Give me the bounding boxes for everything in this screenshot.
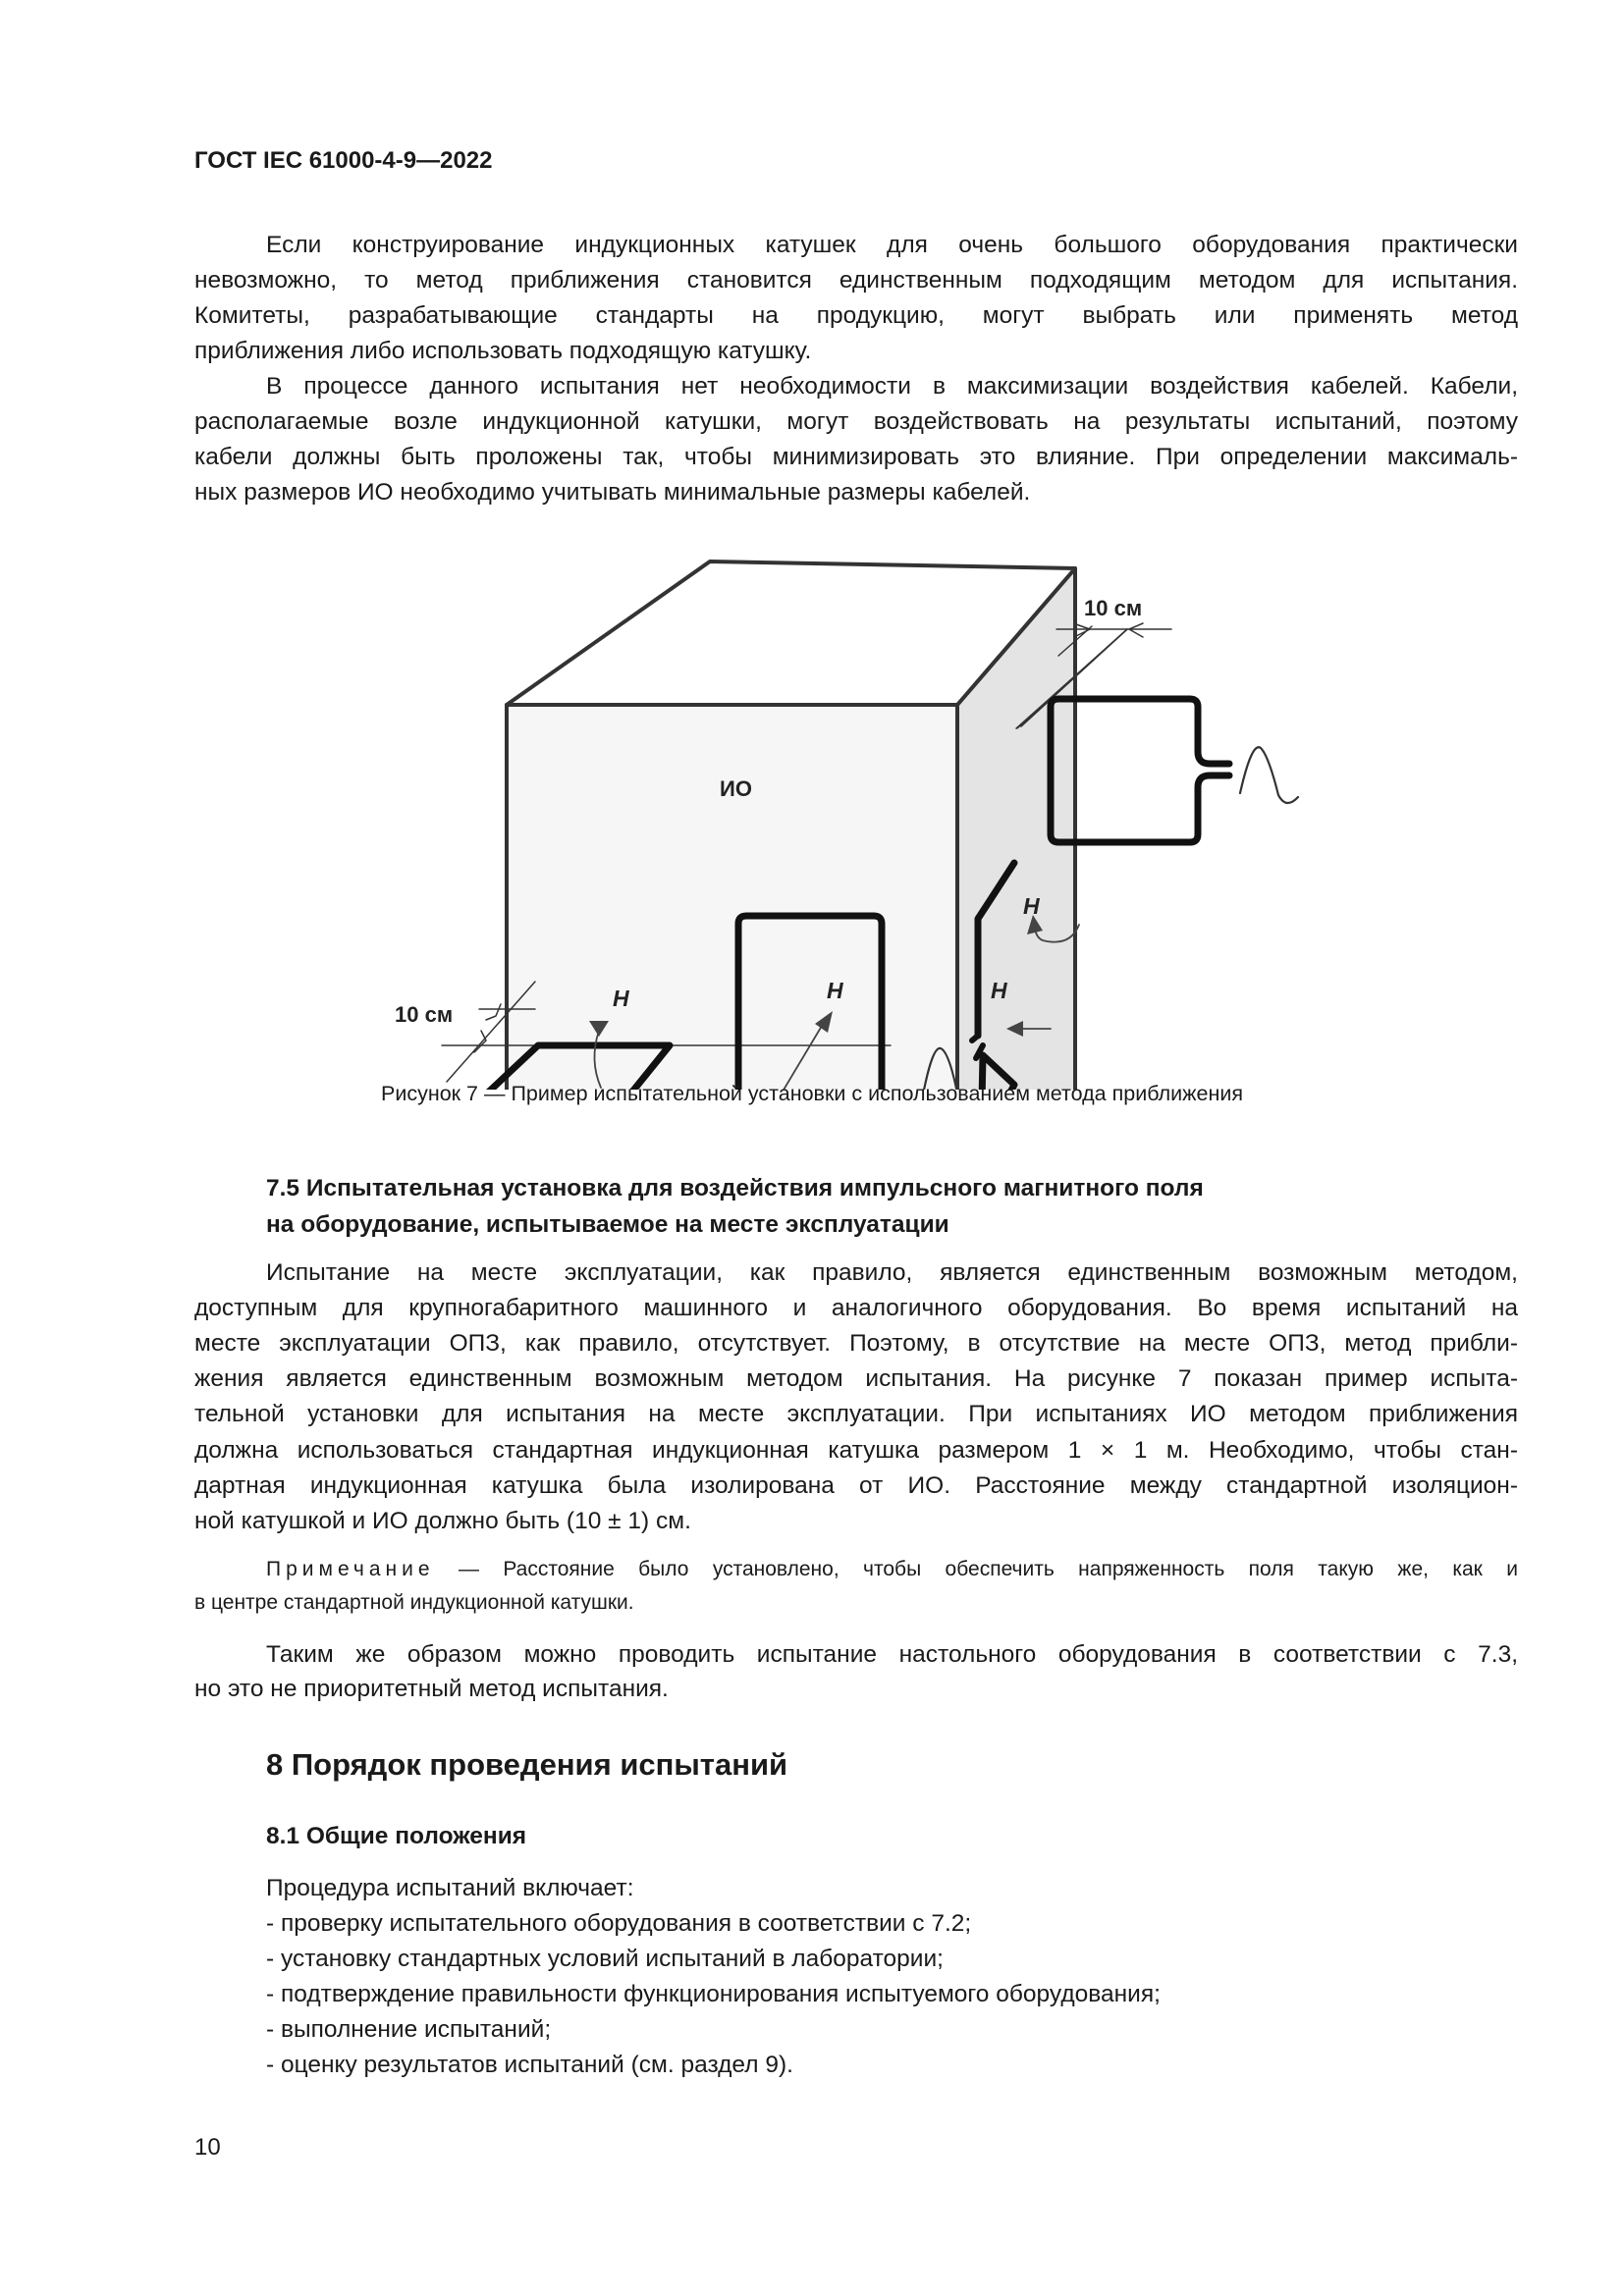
- list-item: - выполнение испытаний;: [266, 2016, 552, 2043]
- list-intro: Процедура испытаний включает:: [266, 1875, 634, 1901]
- paragraph-line: доступным для крупногабаритного машинного и аналогичного оборудования. Во время испытаний на: [194, 1295, 1518, 1322]
- field-label: H: [827, 978, 843, 1003]
- eut-label: ИО: [720, 776, 752, 801]
- paragraph-line: приближения либо использовать подходящую катушку.: [194, 338, 812, 364]
- paragraph-line: месте эксплуатации ОПЗ, как правило, отсутствует. Поэтому, в отсутствие на месте ОПЗ, метод прибли-: [194, 1330, 1518, 1358]
- paragraph-line: ных размеров ИО необходимо учитывать минимальные размеры кабелей.: [194, 479, 1031, 506]
- paragraph-line: тельной установки для испытания на месте эксплуатации. При испытаниях ИО методом приближения: [194, 1401, 1518, 1428]
- list-item: - проверку испытательного оборудования в соответствии с 7.2;: [266, 1910, 972, 1937]
- note-line: [266, 1552, 1518, 1587]
- field-label: H: [613, 986, 629, 1011]
- paragraph-line: Если конструирование индукционных катушек для очень большого оборудования практически: [266, 232, 1518, 258]
- paragraph-line: но это не приоритетный метод испытания.: [194, 1676, 669, 1702]
- eut-front-face: [507, 705, 957, 1090]
- note-label: Примечание: [266, 1558, 435, 1580]
- paragraph-line: невозможно, то метод приближения становится единственным подходящим методом для испытания.: [194, 267, 1518, 294]
- paragraph-line: Комитеты, разрабатывающие стандарты на продукцию, могут выбрать или применять метод: [194, 302, 1518, 329]
- paragraph-line: дартная индукционная катушка была изолирована от ИО. Расстояние между стандартной изоляцион-: [194, 1471, 1518, 1499]
- list-item: - оценку результатов испытаний (см. раздел 9).: [266, 2052, 793, 2078]
- paragraph-line: В процессе данного испытания нет необходимости в максимизации воздействия кабелей. Кабели,: [266, 373, 1518, 400]
- note-line: в центре стандартной индукционной катушки.: [194, 1591, 634, 1614]
- section-8-1-heading: 8.1 Общие положения: [266, 1823, 527, 1849]
- list-item: - подтверждение правильности функционирования испытуемого оборудования;: [266, 1981, 1161, 2007]
- list-item: - установку стандартных условий испытаний в лаборатории;: [266, 1946, 944, 1972]
- paragraph-line: Испытание на месте эксплуатации, как правило, является единственным возможным методом,: [266, 1259, 1518, 1286]
- paragraph-line: располагаемые возле индукционной катушки, могут воздействовать на результаты испытаний, поэтому: [194, 408, 1518, 435]
- page-number: 10: [194, 2134, 221, 2161]
- note-text: — Расстояние было установлено, чтобы обеспечить напряженность поля такую же, как и: [458, 1558, 1518, 1580]
- section-7-5-heading: на оборудование, испытываемое на месте эксплуатации: [266, 1211, 949, 1238]
- figure-caption: Рисунок 7 — Пример испытательной установки с использованием метода приближения: [380, 1082, 1243, 1105]
- paragraph-line: Таким же образом можно проводить испытание настольного оборудования в соответствии с 7.3,: [266, 1641, 1518, 1668]
- section-7-5-heading: 7.5 Испытательная установка для воздействия импульсного магнитного поля: [266, 1175, 1204, 1201]
- external-coil: [1051, 699, 1229, 842]
- paragraph-line: ной катушкой и ИО должно быть (10 ± 1) см.: [194, 1507, 691, 1534]
- field-label: H: [991, 978, 1007, 1003]
- section-8-heading: 8 Порядок проведения испытаний: [266, 1747, 788, 1782]
- document-header: ГОСТ IEC 61000-4-9—2022: [194, 147, 493, 174]
- dimension-left-label: 10 см: [395, 1002, 454, 1027]
- paragraph-line: жения является единственным возможным методом испытания. На рисунке 7 показан пример испыта-: [194, 1365, 1518, 1393]
- field-label: H: [1023, 893, 1040, 919]
- dimension-right-label: 10 см: [1084, 596, 1143, 620]
- figure-7: [373, 530, 1316, 1090]
- paragraph-line: кабели должны быть проложены так, чтобы минимизировать это влияние. При определении максималь-: [194, 444, 1518, 470]
- paragraph-line: должна использоваться стандартная индукционная катушка размером 1 × 1 м. Необходимо, чтобы стан-: [194, 1436, 1518, 1464]
